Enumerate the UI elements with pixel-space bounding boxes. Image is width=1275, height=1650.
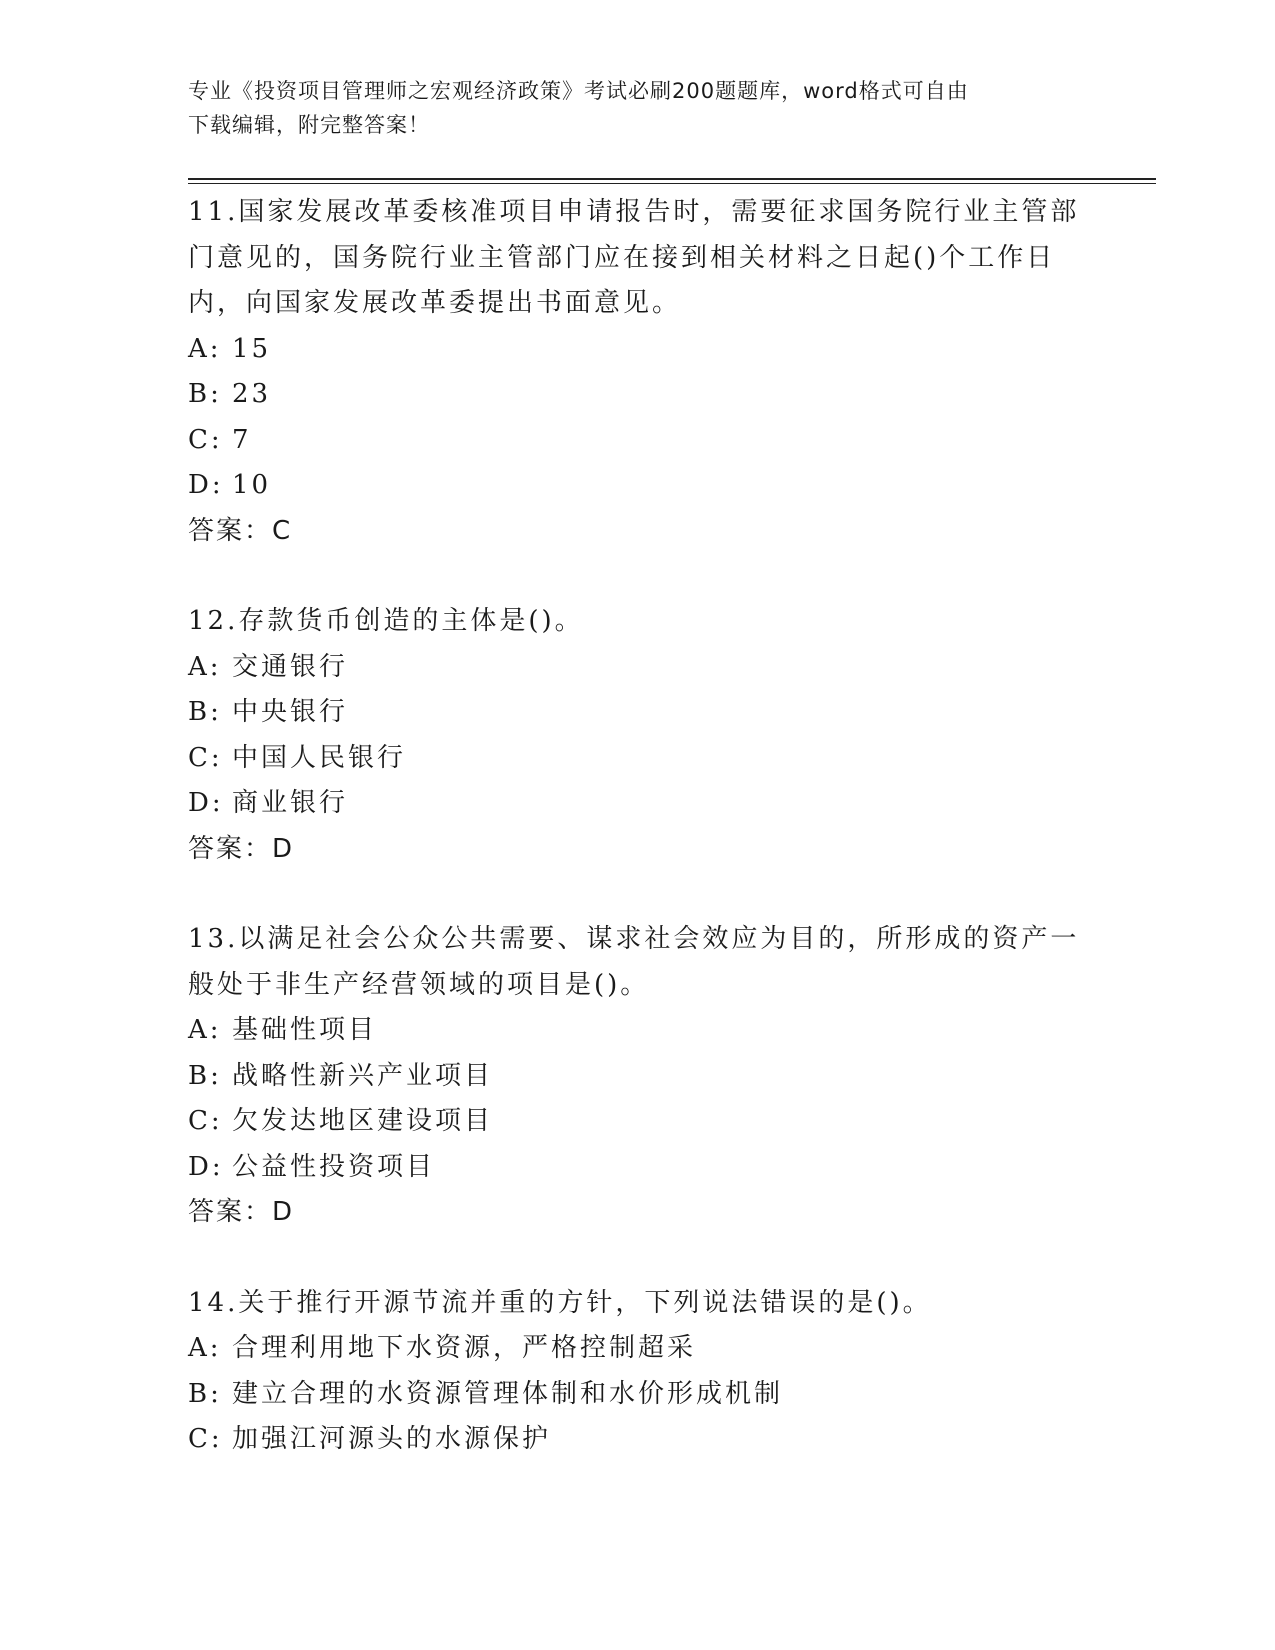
option-text: 加强江河源头的水源保护 xyxy=(232,1424,552,1454)
option-text: 商业银行 xyxy=(232,788,349,818)
option-text: 中国人民银行 xyxy=(232,742,407,773)
option-text: 建立合理的水资源管理体制和水价形成机制 xyxy=(232,1378,784,1409)
option-label: B: xyxy=(188,697,222,727)
option-label: C: xyxy=(188,1106,223,1136)
option-label: B: xyxy=(188,1378,222,1409)
option-b xyxy=(188,690,1088,736)
option-d xyxy=(188,1145,1088,1191)
option-text: 中央银行 xyxy=(232,697,349,727)
option-b xyxy=(188,1054,1088,1100)
header-line-2: 下载编辑，附完整答案！ xyxy=(188,113,430,137)
question-14 xyxy=(188,1281,1088,1463)
option-d xyxy=(188,463,1088,509)
document-header xyxy=(188,74,1078,142)
header-rule-thick xyxy=(188,178,1156,180)
option-text: 欠发达地区建设项目 xyxy=(232,1106,494,1136)
question-text: 13.以满足社会公众公共需要、谋求社会效应为目的，所形成的资产一般处于非生产经营领域的项目是()。 xyxy=(188,924,1080,1000)
option-c xyxy=(188,1099,1088,1145)
question-12 xyxy=(188,599,1088,872)
option-label: A: xyxy=(188,651,222,682)
option-label: B: xyxy=(188,1060,222,1091)
question-text: 14.关于推行开源节流并重的方针，下列说法错误的是()。 xyxy=(188,1287,932,1318)
option-label: D: xyxy=(188,470,224,500)
option-c xyxy=(188,1417,1088,1463)
question-text: 12.存款货币创造的主体是()。 xyxy=(188,606,584,636)
option-text: 基础性项目 xyxy=(232,1015,378,1045)
option-text: 交通银行 xyxy=(232,651,349,682)
answer-line: 答案：D xyxy=(188,833,295,864)
answer-line: 答案：C xyxy=(188,515,293,546)
header-line-1: 专业《投资项目管理师之宏观经济政策》考试必刷200题题库，word格式可自由 xyxy=(188,79,969,103)
option-c xyxy=(188,736,1088,782)
option-label: D: xyxy=(188,788,224,818)
option-label: C: xyxy=(188,1424,223,1454)
option-label: A: xyxy=(188,1333,222,1363)
option-label: C: xyxy=(188,424,223,455)
question-list xyxy=(188,190,1088,1508)
header-rule-thin xyxy=(188,183,1156,184)
option-text: 10 xyxy=(232,470,272,500)
option-text: 15 xyxy=(232,333,272,364)
question-13 xyxy=(188,917,1088,1236)
question-text: 11.国家发展改革委核准项目申请报告时，需要征求国务院行业主管部门意见的，国务院行业主管部门应在接到相关材料之日起()个工作日内，向国家发展改革委提出书面意见。 xyxy=(188,197,1080,318)
option-b xyxy=(188,372,1088,418)
option-label: A: xyxy=(188,333,222,364)
option-a xyxy=(188,1326,1088,1372)
option-a xyxy=(188,327,1088,373)
option-text: 7 xyxy=(232,424,252,455)
question-11 xyxy=(188,190,1088,554)
option-c xyxy=(188,418,1088,464)
option-text: 公益性投资项目 xyxy=(232,1151,436,1182)
option-d xyxy=(188,781,1088,827)
option-a xyxy=(188,645,1088,691)
option-label: B: xyxy=(188,379,222,409)
option-b xyxy=(188,1372,1088,1418)
option-a xyxy=(188,1008,1088,1054)
option-text: 合理利用地下水资源，严格控制超采 xyxy=(232,1333,697,1363)
option-label: A: xyxy=(188,1015,222,1045)
option-label: D: xyxy=(188,1151,224,1182)
answer-line: 答案：D xyxy=(188,1197,295,1227)
option-text: 23 xyxy=(232,379,272,409)
option-text: 战略性新兴产业项目 xyxy=(232,1060,494,1091)
option-label: C: xyxy=(188,742,223,773)
